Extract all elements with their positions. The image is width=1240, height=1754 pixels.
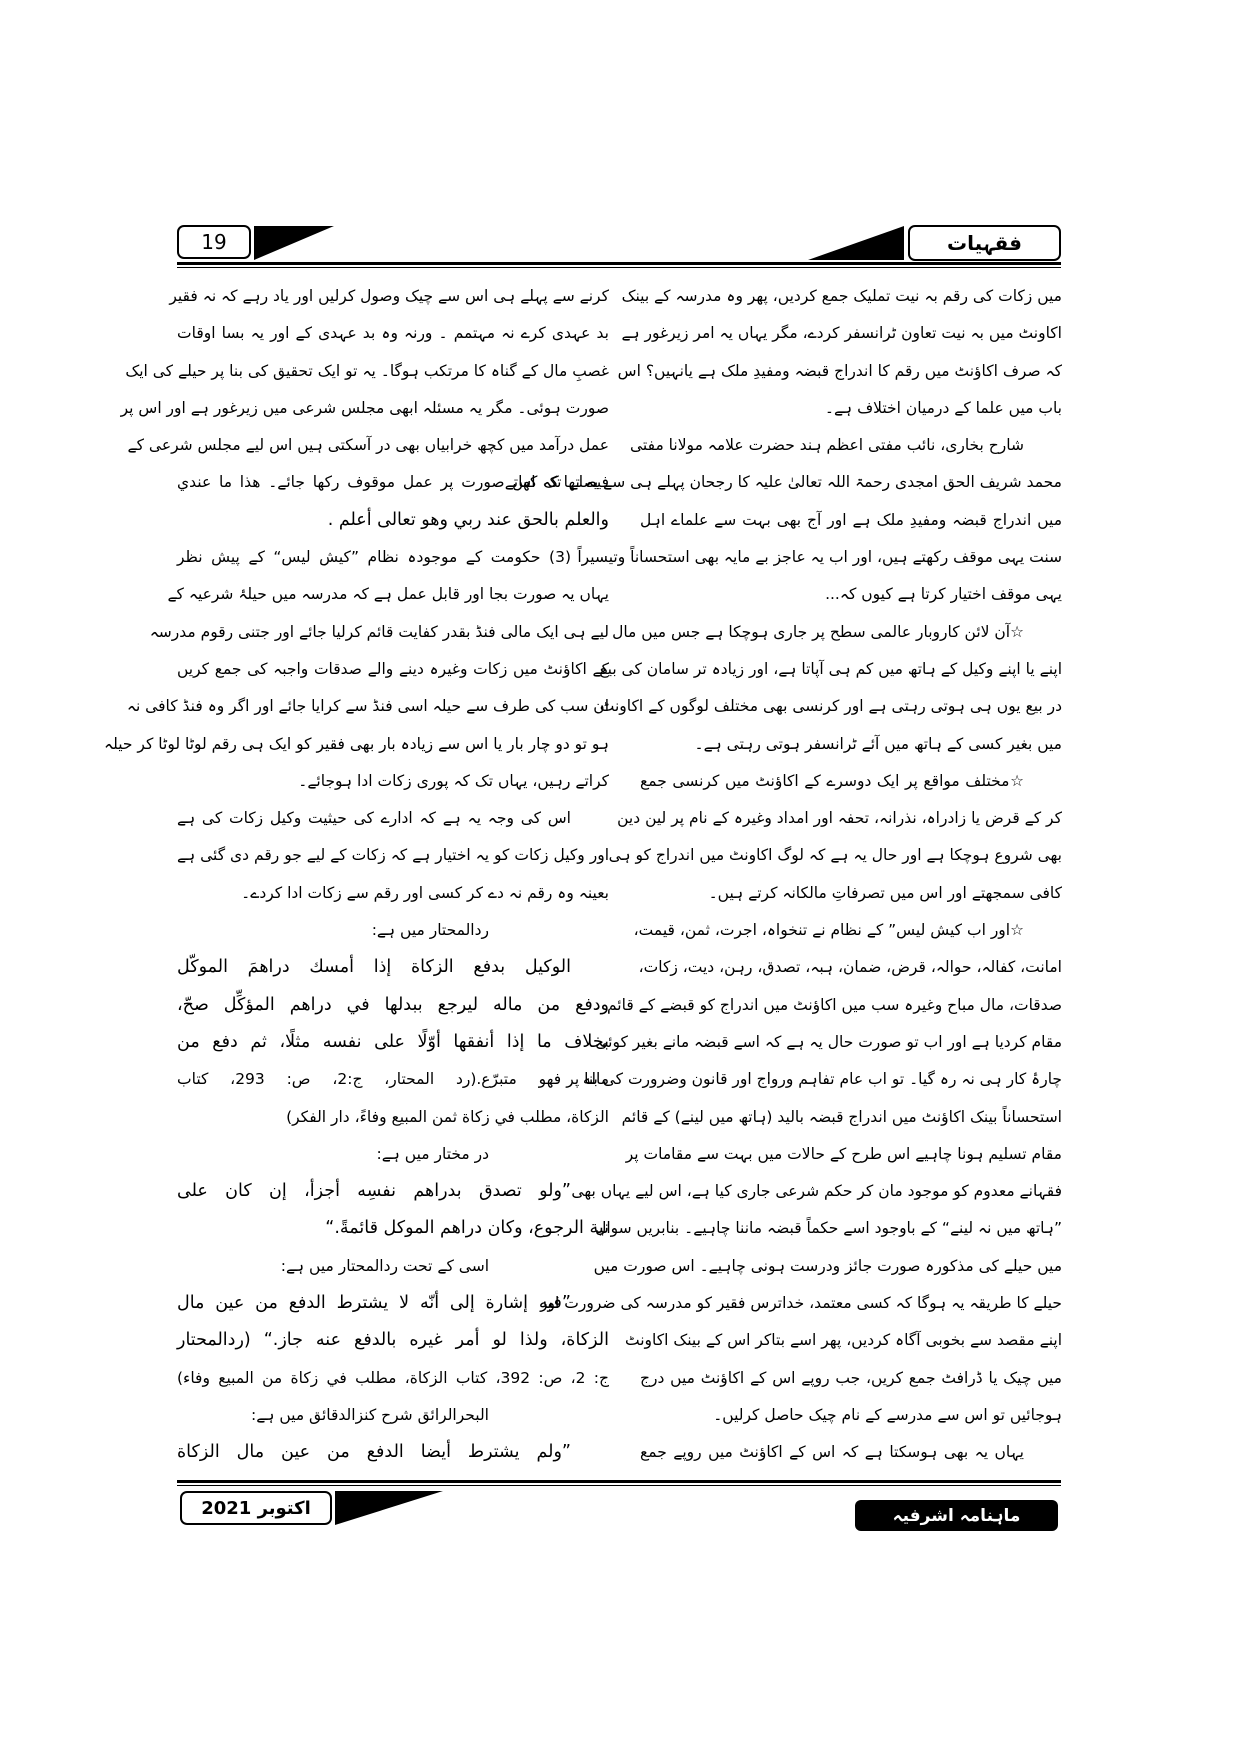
text-line: میں حیلے کی مذکورہ صورت جائز ودرست ہونی چاہیے۔ اس صورت میں (593, 1256, 1062, 1275)
text-line: اکاونٹ میں بہ نیت تعاون ٹرانسفر کردے، مگر یہاں یہ امر زیرغور ہے (621, 324, 1062, 343)
header-right-wedge (808, 226, 904, 260)
text-line: در بیع یوں ہی ہوتی رہتی ہے اور کرنسی بھی مختلف لوگوں کے اکاونٹ (599, 697, 1062, 716)
page-number-box (177, 225, 251, 259)
text-line: سنت یہی موقف رکھتے ہیں، اور اب یہ عاجز بے مایہ بھی استحساناً وتیسیراً (577, 548, 1062, 567)
text-line: نية الرجوع، وكان دراهم الموكل قائمةً.“ (325, 1218, 609, 1239)
text-line: ”فيه إشارة إلى أنّه لا يشترط الدفع من عين مال (177, 1293, 571, 1314)
text-line: میں زکات کی رقم بہ نیت تملیک جمع کردیں، پھر وہ مدرسہ کے بینک (621, 287, 1062, 305)
section-title-box (908, 225, 1061, 261)
text-line: اپنے مقصد سے بخوبی آگاہ کردیں، پھر اسے بتاکر اس کے بینک اکاونٹ (625, 1331, 1062, 1350)
text-line: فقہانے معدوم کو موجود مان کر حکم شرعی جاری کیا ہے، اس لیے یہاں بھی (571, 1182, 1062, 1201)
text-line: بھی شروع ہوچکا ہے اور حال یہ ہے کہ لوگ اکاونٹ میں اندراج کو ہی (608, 846, 1062, 865)
text-line: کرنے سے پہلے ہی اس سے چیک وصول کرلیں اور یاد رہے کہ نہ فقیر (169, 287, 609, 305)
text-line: یہاں یہ صورت بجا اور قابل عمل ہے کہ مدرسہ میں حیلۂ شرعیہ کے (167, 585, 609, 604)
text-line: امانت، کفالہ، حوالہ، قرض، ضمان، ہبہ، تصدق، رہن، دیت، زکات، (638, 958, 1062, 977)
text-line: البحرالرائق شرح كنزالدقائق میں ہے: (251, 1405, 489, 1424)
header-rule-bottom (177, 267, 1061, 268)
magazine-name-box (855, 1500, 1058, 1531)
text-line: ج: 2، ص: 392، كتاب الزكاة، مطلب في زكاة من المبيع وفاء) (177, 1368, 609, 1387)
text-line: کر کے قرض یا زادراہ، نذرانہ، تحفہ اور امداد وغیرہ کے نام پر لین دین (617, 809, 1062, 828)
text-line: ودفع من ماله ليرجع ببدلها في دراهم المؤكِّل صحّ، (177, 994, 609, 1015)
text-line: یہی موقف اختیار کرتا ہے کیوں کہ... (825, 585, 1062, 604)
text-line: اور وکیل زکات کو یہ اختیار ہے کہ زکات کے لیے جو رقم دی گئی ہے (177, 846, 609, 865)
text-line: بعینہ وہ رقم نہ دے کر کسی اور رقم سے زکات ادا کردے۔ (241, 883, 609, 902)
text-line: ☆مختلف مواقع پر ایک دوسرے کے اکاؤنٹ میں کرنسی جمع (640, 771, 1024, 790)
text-line: ☆اور اب کیش لیس” کے نظام نے تنخواہ، اجرت، ثمن، قیمت، (633, 921, 1024, 940)
text-line: فیصلے تک اس صورت پر عمل موقوف رکھا جائے۔ هذا ما عندي (177, 473, 609, 492)
text-line: میں بغیر کسی کے ہاتھ میں آئے ٹرانسفر ہوتی رہتی ہے۔ (694, 734, 1062, 753)
text-line: محمد شریف الحق امجدی رحمۃ اللہ تعالیٰ علیہ کا رجحان پہلے ہی سے یہ تھا کہ کھاتے (504, 473, 1062, 492)
text-line: اپنے یا اپنے وکیل کے ہاتھ میں کم ہی آپاتا ہے، اور زیادہ تر سامان کی بیع (599, 659, 1062, 678)
left-column (104, 278, 609, 1472)
page-number: 19 (201, 230, 227, 254)
header-rule-top (177, 262, 1061, 265)
text-line: کافی سمجھتے اور اس میں تصرفاتِ مالکانہ کرتے ہیں۔ (708, 883, 1062, 902)
footer-rule-top (177, 1480, 1061, 1483)
magazine-name: ماہنامہ اشرفیہ (892, 1506, 1021, 1526)
text-line: اس کی وجہ یہ ہے کہ ادارے کی حیثیت وکیل زکات کی ہے (177, 809, 571, 828)
text-line: صدقات، مال مباح وغیرہ سب میں اکاؤنٹ میں اندراج کو قبضے کے قائم (606, 995, 1062, 1014)
right-column (504, 278, 1062, 1472)
footer-left-wedge (335, 1491, 443, 1525)
text-line: غصبِ مال کے گناہ کا مرتکب ہوگا۔ یہ تو ایک تحقیق کی بنا پر حیلے کی ایک (125, 361, 609, 380)
issue-date: اکتوبر 2021 (201, 1497, 311, 1519)
text-line: کے اکاؤنٹ میں زکات وغیرہ دینے والے صدقات واجبہ کی جمع کریں (177, 659, 609, 678)
text-line: مقام کردیا ہے اور اب تو صورت حال یہ ہے کہ اسے قبضہ مانے بغیر کوئی (595, 1032, 1062, 1051)
text-line: ہو تو دو چار بار یا اس سے زیادہ بار بھی فقیر کو ایک ہی رقم لوٹا لوٹا کر حیلہ (104, 734, 609, 753)
text-line: شارح بخاری، نائب مفتی اعظم ہند حضرت علامہ مولانا مفتی (630, 436, 1024, 455)
text-line: ”ولم يشترط أيضا الدفع من عين مال الزكاة (177, 1442, 571, 1463)
text-line: ”ولو تصدق بدراهم نفسِه أجزأ، إن كان على (177, 1181, 571, 1202)
text-line: کراتے رہیں، یہاں تک کہ پوری زکات ادا ہوجائے۔ (298, 771, 609, 790)
text-line: استحساناً بینک اکاؤنٹ میں اندراج قبضہ بالید (ہاتھ میں لینے) کے قائم (621, 1107, 1062, 1126)
text-line: صورت ہوئی۔ مگر یہ مسئلہ ابھی مجلس شرعی میں زیرغور ہے اور اس پر (120, 398, 609, 417)
text-line: اسی کے تحت ردالمحتار میں ہے: (280, 1256, 489, 1275)
text-line: کہ صرف اکاؤنٹ میں رقم کا اندراج قبضہ ومفیدِ ملک ہے یانہیں؟ اس (617, 361, 1062, 380)
text-line: (3) حکومت کے موجودہ نظام ”کیش لیس“ کے پیش نظر (177, 548, 571, 567)
text-line: در مختار میں ہے: (376, 1144, 489, 1163)
text-line: یہاں یہ بھی ہوسکتا ہے کہ اس کے اکاؤنٹ میں روپے جمع (640, 1443, 1024, 1462)
text-line: لیے ہی ایک مالی فنڈ بقدر کفایت قائم کرلیا جائے اور جتنی رقوم مدرسہ (149, 622, 609, 641)
text-line: باب میں علما کے درمیان اختلاف ہے۔ (824, 398, 1062, 417)
text-line: میں اندراج قبضہ ومفیدِ ملک ہے اور آج بھی بہت سے علماے اہل (640, 510, 1062, 529)
text-line: چارۂ کار ہی نہ رہ گیا۔ تو اب عام تفاہم ورواج اور قانون وضرورت کی بنا پر (566, 1070, 1062, 1089)
text-line: ہوجائیں تو اس سے مدرسے کے نام چیک حاصل کرلیں۔ (713, 1405, 1062, 1424)
text-line: ردالمحتار میں ہے: (371, 921, 489, 940)
text-line: مقام تسلیم ہونا چاہیے اس طرح کے حالات میں بہت سے مقامات پر (625, 1144, 1062, 1163)
text-line: حیلے کا طریقہ یہ ہوگا کہ کسی معتمد، خداترس فقیر کو مدرسہ کی ضرورت اور (540, 1294, 1062, 1313)
section-title: فقہیات (947, 231, 1022, 255)
text-line: والعلم بالحق عند ربي وهو تعالى أعلم . (327, 509, 609, 530)
text-line: ان سب کی طرف سے حیلہ اسی فنڈ سے کرایا جائے اور اگر وہ فنڈ کافی نہ (126, 697, 609, 716)
text-line: ماله فهو متبرّع.(رد المحتار، ج:2، ص: 293، كتاب (177, 1070, 609, 1089)
text-line: الزكاة، مطلب في زكاة ثمن المبيع وفاءً، دار الفكر) (286, 1107, 609, 1126)
text-line: میں چیک یا ڈرافٹ جمع کریں، جب روپے اس کے اکاؤنٹ میں درج (640, 1368, 1062, 1387)
text-line: الزكاة، ولذا لو أمر غيره بالدفع عنه جاز.“ (ردالمحتار (177, 1330, 609, 1351)
footer-rule-bottom (177, 1485, 1061, 1486)
text-line: بخلاف ما إذا أنفقها أوّلًا على نفسه مثلًا، ثم دفع من (177, 1031, 609, 1052)
issue-date-box (180, 1491, 332, 1525)
text-line: بد عہدی کرے نہ مہتمم ۔ ورنہ وہ بد عہدی کے اور یہ بسا اوقات (177, 324, 609, 343)
text-line: عمل درآمد میں کچھ خرابیاں بھی در آسکتی ہیں اس لیے مجلس شرعی کے (127, 436, 609, 455)
text-line: الوكيل بدفع الزكاة إذا أمسك دراهمَ الموكّل (177, 957, 571, 978)
header-left-wedge (254, 226, 334, 260)
text-line: ”ہاتھ میں نہ لینے“ کے باوجود اسے حکماً قبضہ ماننا چاہیے۔ بنابریں سوال (595, 1219, 1062, 1238)
text-line: ☆آن لائن کاروبار عالمی سطح پر جاری ہوچکا ہے جس میں مال (612, 622, 1024, 641)
